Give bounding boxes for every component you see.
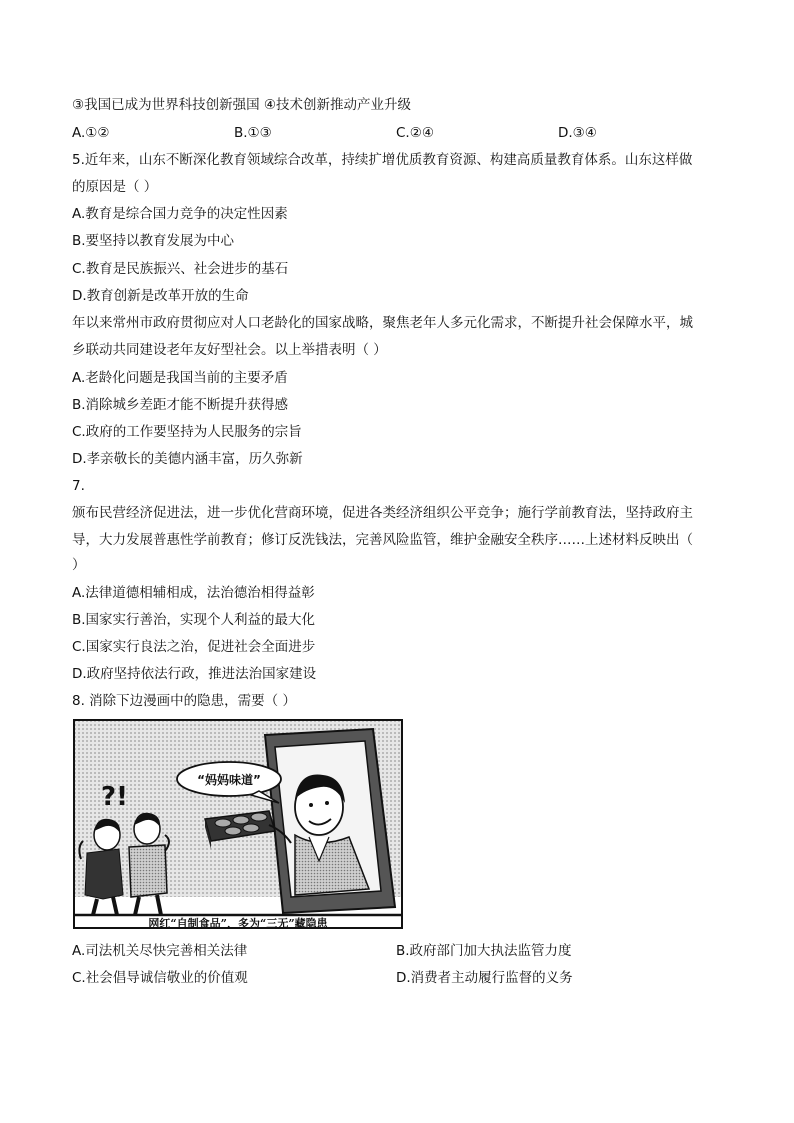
q7-stem-line2: 导，大力发展普惠性学前教育；修订反洗钱法，完善风险监管，维护金融安全秩序……上述材料反映出（	[72, 532, 693, 548]
q7-option-c[interactable]: C.国家实行良法之治，促进社会全面进步	[72, 639, 316, 655]
cartoon-caption: 网红“自制食品”，多为“三无”藏隐患	[148, 917, 328, 929]
q6-option-c[interactable]: C.政府的工作要坚持为人民服务的宗旨	[72, 424, 302, 440]
q4-option-c[interactable]: C.②④	[396, 125, 434, 141]
q4-option-a[interactable]: A.①②	[72, 125, 110, 141]
q7-option-d[interactable]: D.政府坚持依法行政，推进法治国家建设	[72, 666, 317, 682]
q4-statements: ③我国已成为世界科技创新强国 ④技术创新推动产业升级	[72, 97, 411, 113]
q4-option-b[interactable]: B.①③	[234, 125, 272, 141]
cartoon-illustration	[73, 719, 403, 929]
q6-option-a[interactable]: A.老龄化问题是我国当前的主要矛盾	[72, 370, 288, 386]
q5-option-a[interactable]: A.教育是综合国力竞争的决定性因素	[72, 206, 288, 222]
q6-option-d[interactable]: D.孝亲敬长的美德内涵丰富，历久弥新	[72, 451, 303, 467]
q7-option-a[interactable]: A.法律道德相辅相成，法治德治相得益彰	[72, 585, 315, 601]
q5-stem-line1: 5.近年来，山东不断深化教育领域综合改革，持续扩增优质教育资源、构建高质量教育体系。山东这样做	[72, 152, 693, 168]
q8-stem: 8. 消除下边漫画中的隐患，需要（ ）	[72, 693, 296, 709]
bubble-text: “妈妈味道”	[197, 773, 261, 787]
q5-option-d[interactable]: D.教育创新是改革开放的生命	[72, 288, 249, 304]
q8-option-d[interactable]: D.消费者主动履行监督的义务	[396, 970, 573, 986]
q7-stem-line3: ）	[72, 557, 86, 573]
q7-number: 7.	[72, 478, 85, 494]
q6-option-b[interactable]: B.消除城乡差距才能不断提升获得感	[72, 397, 289, 413]
q8-option-a[interactable]: A.司法机关尽快完善相关法律	[72, 943, 248, 959]
q5-option-b[interactable]: B.要坚持以教育发展为中心	[72, 233, 235, 249]
q8-cartoon	[73, 719, 403, 929]
q8-option-b[interactable]: B.政府部门加大执法监管力度	[396, 943, 572, 959]
q5-option-c[interactable]: C.教育是民族振兴、社会进步的基石	[72, 261, 289, 277]
q4-option-d[interactable]: D.③④	[558, 125, 597, 141]
q5-stem-line2: 的原因是（ ）	[72, 179, 158, 195]
phone-screen	[265, 729, 395, 913]
q7-stem-line1: 颁布民营经济促进法，进一步优化营商环境，促进各类经济组织公平竞争；施行学前教育法，坚持政府主	[72, 505, 693, 521]
q6-stem-line1: 年以来常州市政府贯彻应对人口老龄化的国家战略，聚焦老年人多元化需求，不断提升社会保障水平，城	[72, 315, 693, 331]
q7-option-b[interactable]: B.国家实行善治，实现个人利益的最大化	[72, 612, 316, 628]
exclaim-mark: ?!	[101, 782, 128, 812]
q6-stem-line2: 乡联动共同建设老年友好型社会。以上举措表明（ ）	[72, 342, 387, 358]
q8-option-c[interactable]: C.社会倡导诚信敬业的价值观	[72, 970, 248, 986]
